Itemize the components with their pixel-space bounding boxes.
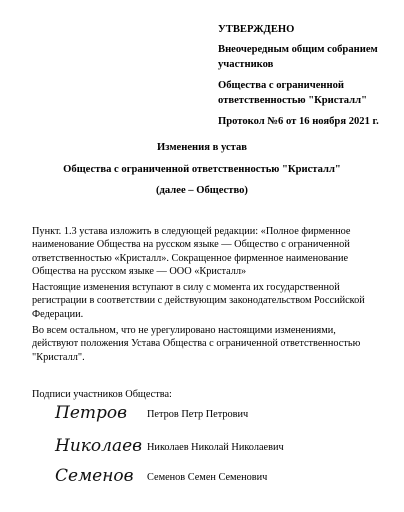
signatures-label: Подписи участников Общества:	[32, 389, 172, 400]
handwritten-signature-1: Петров	[55, 403, 128, 423]
document-title: Изменения в устав	[156, 142, 248, 153]
paragraph-2: Настоящие изменения вступают в силу с момента их государственной регистрации в соответствии с действующим законодательством Российской Федерации.	[32, 282, 365, 320]
approval-body-line-2: участников	[218, 59, 274, 70]
handwritten-signature-2: Николаев	[55, 436, 143, 456]
approval-body-line-1: Внеочередным общим собранием	[218, 44, 378, 55]
document-subtitle: Общества с ограниченной ответственностью "Кристалл"	[63, 164, 341, 175]
signer-name-3: Семенов Семен Семенович	[147, 472, 268, 483]
handwritten-signature-3: Семенов	[55, 466, 134, 486]
signer-name-1: Петров Петр Петрович	[147, 409, 249, 420]
paragraph-3: Во всем остальном, что не урегулировано настоящими изменениями, действуют положения Устава Общества с ограниченной ответственностью "Кристалл".	[32, 325, 361, 363]
approval-body	[218, 42, 398, 72]
approval-title: УТВЕРЖДЕНО	[218, 24, 295, 35]
signer-name-2: Николаев Николай Николаевич	[147, 442, 284, 453]
protocol-line: Протокол №6 от 16 ноября 2021 г.	[218, 116, 379, 127]
approval-stamp	[218, 22, 398, 129]
company-name	[218, 78, 398, 108]
company-name-line-1: Общества с ограниченной	[218, 80, 345, 91]
company-name-line-2: ответственностью "Кристалл"	[218, 95, 367, 106]
document-abbreviation: (далее – Общество)	[156, 185, 248, 196]
paragraph-1: Пункт. 1.3 устава изложить в следующей редакции: «Полное фирменное наименование Общества на русском языке — Общество с ограниченной ответственностью «Кристалл». Сокращенное фирменное наименование Общества на русском языке — ООО «Кристалл»	[32, 226, 351, 278]
